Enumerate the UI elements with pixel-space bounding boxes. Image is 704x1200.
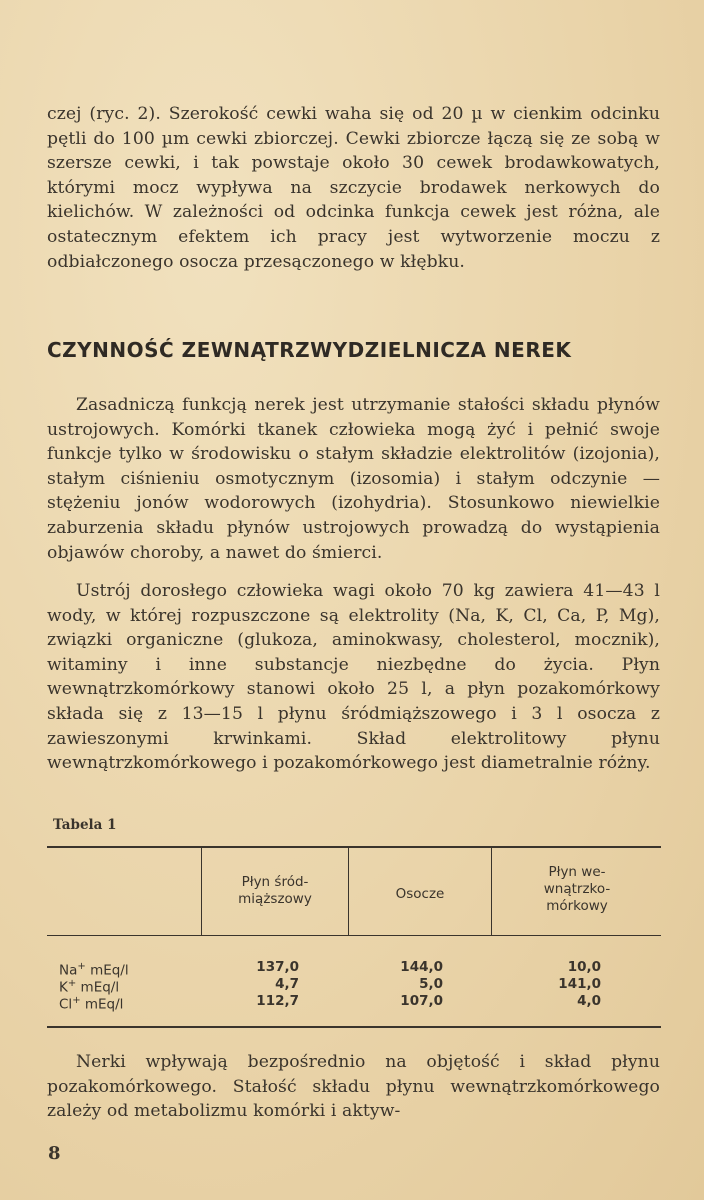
table-divider <box>201 848 202 935</box>
cell-interstitial: 4,7 <box>275 976 299 992</box>
cell-intracellular: 141,0 <box>558 976 601 992</box>
row-label: K+ mEq/l <box>59 978 120 996</box>
cell-plasma: 144,0 <box>400 959 443 975</box>
table-divider <box>491 848 492 935</box>
paragraph-kidney-influence: Nerki wpływają bezpośrednio na objętość i skład płynu pozakomórkowego. Stałość składu płynu wewnątrzkomórkowego zależy od metabolizmu komórki i aktyw- <box>47 1052 660 1122</box>
column-header-plasma <box>350 886 490 903</box>
paragraph-body-composition: Ustrój dorosłego człowieka wagi około 70 kg zawiera 41—43 l wody, w której rozpuszczone są elektrolity (Na, K, Cl, Ca, P, Mg), związki organiczne (glukoza, aminokwasy, cholesterol, mocznik), witaminy i inne substancje niezbędne do życia. Płyn wewnątrzkomórkowy stanowi około 25 l, a płyn pozakomórkowy składa się z 13—15 l płynu śródmiąższowego i 3 l osocza z zawieszonymi krwinkami. Skład elektrolitowy płynu wewnątrzkomórkowego i pozakomórkowego jest diametralnie różny. <box>47 581 660 774</box>
row-label: Cl+ mEq/l <box>59 995 124 1013</box>
table-top-rule <box>47 846 661 848</box>
header-line: Płyn we- <box>548 864 606 880</box>
header-line: wnątrzko- <box>543 881 611 897</box>
section-heading: CZYNNOŚĆ ZEWNĄTRZWYDZIELNICZA NEREK <box>47 338 572 362</box>
header-line: miąższowy <box>238 891 312 907</box>
header-line: Osocze <box>395 886 445 902</box>
cell-plasma: 5,0 <box>419 976 443 992</box>
header-line: Płyn śród- <box>241 874 309 890</box>
electrolyte-table <box>47 846 661 1028</box>
paragraph-main-function: Zasadniczą funkcją nerek jest utrzymanie stałości składu płynów ustrojowych. Komórki tkanek człowieka mogą żyć i pełnić swoje funkcje tylko w środowisku o stałym składzie elektrolitów (izojonia), stałym ciśnieniu osmotycznym (izosomia) i stałym odczynie — stężeniu jonów wodorowych (izohydria). Stosunkowo niewielkie zaburzenia składu płynów ustrojowych prowadzą do wystąpienia objawów choroby, a nawet do śmierci. <box>47 395 660 563</box>
table-bottom-rule <box>47 1026 661 1028</box>
column-header-interstitial <box>203 874 347 908</box>
paragraph-continuation: czej (ryc. 2). Szerokość cewki waha się od 20 µ w cienkim odcinku pętli do 100 µm cewki zbiorczej. Cewki zbiorcze łączą się ze sobą w szersze cewki, i tak powstaje około 30 cewek brodawkowatych, którymi mocz wypływa na szczycie brodawek nerkowych do kielichów. W zależności od odcinka funkcja cewek jest różna, ale ostatecznym efektem ich pracy jest wytworzenie moczu z odbiałczonego osocza przesączonego w kłębku. <box>47 104 660 272</box>
cell-intracellular: 10,0 <box>567 959 601 975</box>
table-divider <box>348 848 349 935</box>
row-label: Na+ mEq/l <box>59 961 129 979</box>
header-line: mórkowy <box>546 898 608 914</box>
page-number: 8 <box>48 1143 61 1164</box>
cell-plasma: 107,0 <box>400 993 443 1009</box>
cell-interstitial: 137,0 <box>256 959 299 975</box>
column-header-intracellular <box>493 864 661 915</box>
table-caption: Tabela 1 <box>53 817 117 833</box>
cell-interstitial: 112,7 <box>256 993 299 1009</box>
table-header-rule <box>47 935 661 936</box>
cell-intracellular: 4,0 <box>577 993 601 1009</box>
